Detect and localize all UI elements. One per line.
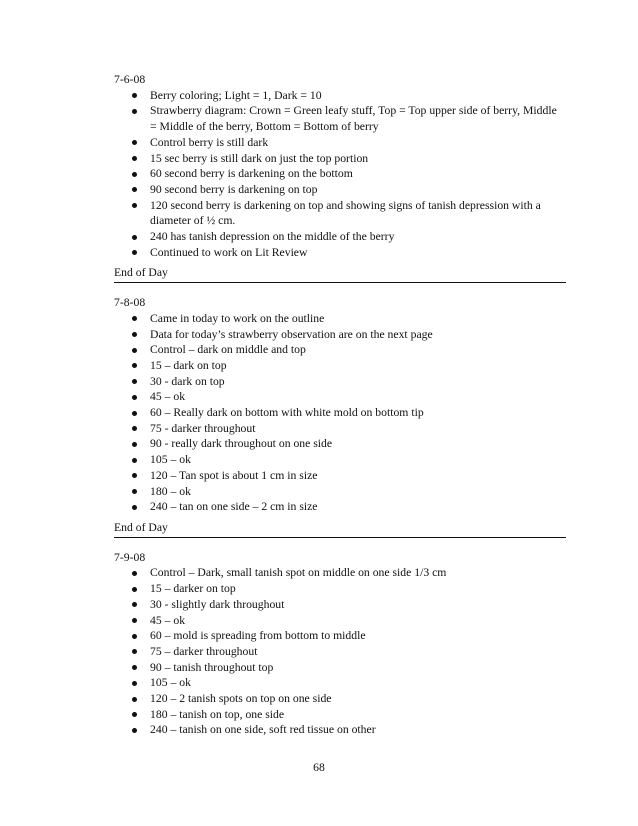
list-item-text: 180 – ok xyxy=(150,484,191,498)
bullet-icon xyxy=(132,411,137,416)
list-item-text: 75 – darker throughout xyxy=(150,644,258,658)
bullet-list xyxy=(114,565,566,738)
list-item-text: 30 - slightly dark throughout xyxy=(150,597,285,611)
list-item xyxy=(114,103,566,134)
list-item xyxy=(114,245,566,261)
list-item xyxy=(114,644,566,660)
list-item-text: Berry coloring; Light = 1, Dark = 10 xyxy=(150,88,322,102)
bullet-icon xyxy=(132,235,137,240)
list-item xyxy=(114,499,566,515)
bullet-icon xyxy=(132,250,137,255)
list-item xyxy=(114,327,566,343)
list-item xyxy=(114,405,566,421)
bullet-icon xyxy=(132,649,137,654)
list-item-text: 30 - dark on top xyxy=(150,374,225,388)
bullet-icon xyxy=(132,348,137,353)
list-item-text: 45 – ok xyxy=(150,390,186,404)
bullet-icon xyxy=(132,571,137,576)
bullet-icon xyxy=(132,203,137,208)
list-item xyxy=(114,468,566,484)
list-item-text: 180 – tanish on top, one side xyxy=(150,707,285,721)
bullet-icon xyxy=(132,332,137,337)
page-number: 68 xyxy=(313,761,325,774)
list-item-text: 120 second berry is darkening on top and showing signs of tanish depression with a diameter of ½ cm. xyxy=(150,198,541,228)
list-item xyxy=(114,691,566,707)
list-item-text: 45 – ok xyxy=(150,613,186,627)
bullet-list xyxy=(114,311,566,515)
list-item xyxy=(114,311,566,327)
bullet-icon xyxy=(132,681,137,686)
list-item-text: Data for today’s strawberry observation are on the next page xyxy=(150,327,433,341)
entry-date: 7-6-08 xyxy=(114,73,146,86)
list-item xyxy=(114,198,566,229)
list-item-text: 60 second berry is darkening on the bottom xyxy=(150,167,353,181)
list-item xyxy=(114,182,566,198)
list-item-text: 15 sec berry is still dark on just the top portion xyxy=(150,151,369,165)
end-of-day-heading: End of Day xyxy=(114,265,566,283)
list-item xyxy=(114,565,566,581)
list-item-text: 105 – ok xyxy=(150,453,191,467)
bullet-icon xyxy=(132,489,137,494)
bullet-icon xyxy=(132,712,137,717)
bullet-icon xyxy=(132,665,137,670)
list-item xyxy=(114,151,566,167)
list-item-text: Strawberry diagram: Crown = Green leafy stuff, Top = Top upper side of berry, Middle = Middle of the berry, Bottom = Bottom of berry xyxy=(150,104,557,134)
list-item xyxy=(114,358,566,374)
list-item-text: 120 – Tan spot is about 1 cm in size xyxy=(150,468,318,482)
page-content xyxy=(114,72,566,738)
list-item-text: 90 – tanish throughout top xyxy=(150,660,274,674)
list-item xyxy=(114,660,566,676)
list-item xyxy=(114,166,566,182)
bullet-icon xyxy=(132,395,137,400)
bullet-icon xyxy=(132,634,137,639)
bullet-list xyxy=(114,88,566,261)
list-item xyxy=(114,374,566,390)
list-item xyxy=(114,342,566,358)
bullet-icon xyxy=(132,618,137,623)
list-item xyxy=(114,628,566,644)
bullet-icon xyxy=(132,379,137,384)
list-item xyxy=(114,597,566,613)
list-item-text: 60 – mold is spreading from bottom to middle xyxy=(150,629,366,643)
bullet-icon xyxy=(132,93,137,98)
list-item-text: 15 – dark on top xyxy=(150,358,227,372)
list-item-text: 120 – 2 tanish spots on top on one side xyxy=(150,692,332,706)
list-item xyxy=(114,581,566,597)
list-item xyxy=(114,613,566,629)
list-item xyxy=(114,722,566,738)
bullet-icon xyxy=(132,156,137,161)
list-item-text: 90 - really dark throughout on one side xyxy=(150,437,333,451)
list-item xyxy=(114,452,566,468)
bullet-icon xyxy=(132,426,137,431)
bullet-icon xyxy=(132,505,137,510)
list-item xyxy=(114,88,566,104)
bullet-icon xyxy=(132,473,137,478)
bullet-icon xyxy=(132,363,137,368)
list-item-text: 75 - darker throughout xyxy=(150,421,256,435)
list-item-text: Came in today to work on the outline xyxy=(150,311,325,325)
bullet-icon xyxy=(132,140,137,145)
bullet-icon xyxy=(132,728,137,733)
bullet-icon xyxy=(132,316,137,321)
list-item-text: Control berry is still dark xyxy=(150,135,269,149)
list-item xyxy=(114,707,566,723)
list-item xyxy=(114,675,566,691)
section-spacer xyxy=(114,538,566,550)
list-item-text: 240 – tanish on one side, soft red tissue on other xyxy=(150,723,376,737)
entry-date: 7-9-08 xyxy=(114,550,146,564)
list-item xyxy=(114,436,566,452)
list-item-text: 240 has tanish depression on the middle of the berry xyxy=(150,230,395,244)
list-item xyxy=(114,389,566,405)
list-item-text: Continued to work on Lit Review xyxy=(150,245,308,259)
bullet-icon xyxy=(132,442,137,447)
bullet-icon xyxy=(132,187,137,192)
list-item xyxy=(114,135,566,151)
list-item-text: 105 – ok xyxy=(150,676,191,690)
list-item-text: Control – dark on middle and top xyxy=(150,343,306,357)
list-item-text: 90 second berry is darkening on top xyxy=(150,182,318,196)
bullet-icon xyxy=(132,172,137,177)
bullet-icon xyxy=(132,697,137,702)
bullet-icon xyxy=(132,458,137,463)
list-item-text: 15 – darker on top xyxy=(150,582,236,596)
bullet-icon xyxy=(132,602,137,607)
list-item xyxy=(114,484,566,500)
list-item-text: Control – Dark, small tanish spot on middle on one side 1/3 cm xyxy=(150,566,447,580)
entry-date: 7-8-08 xyxy=(114,296,146,310)
list-item-text: 240 – tan on one side – 2 cm in size xyxy=(150,500,318,514)
bullet-icon xyxy=(132,109,137,114)
section-spacer xyxy=(114,283,566,295)
list-item xyxy=(114,421,566,437)
list-item xyxy=(114,229,566,245)
end-of-day-heading: End of Day xyxy=(114,520,566,538)
list-item-text: 60 – Really dark on bottom with white mold on bottom tip xyxy=(150,406,424,420)
bullet-icon xyxy=(132,587,137,592)
